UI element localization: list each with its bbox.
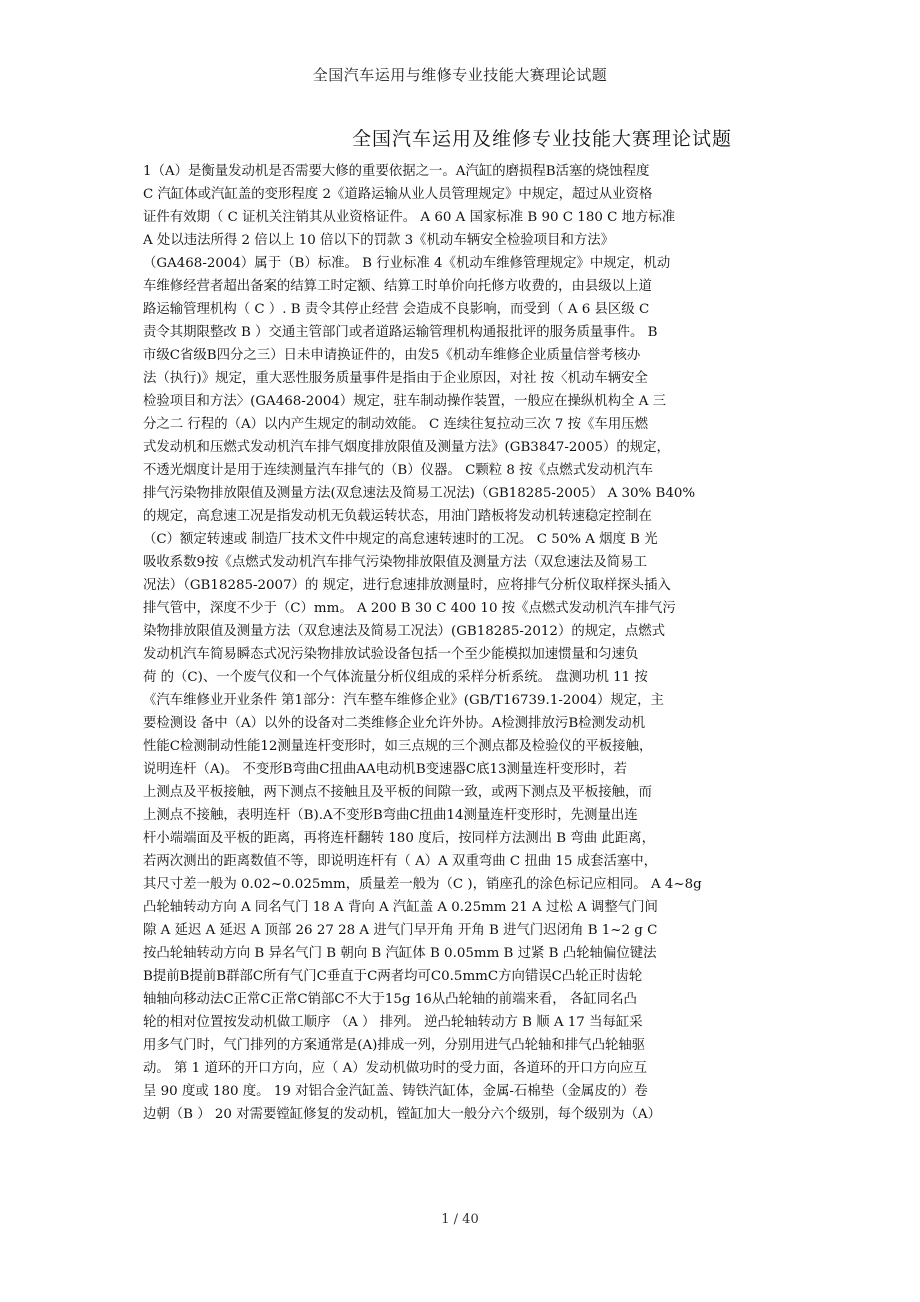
body-line: 边朝（B ） 20 对需要镗缸修复的发动机，镗缸加大一般分六个级别，每个级别为（A）: [143, 1107, 661, 1122]
body-line: 说明连杆（A)。 不变形B弯曲C扭曲AA电动机B变速器C底13测量连杆变形时，若: [143, 762, 628, 777]
body-line: 况法）（GB18285-2007）的 规定，进行怠速排放测量时，应将排气分析仪取样探头插入: [143, 578, 671, 593]
body-line: 吸收系数9按《点燃式发动机汽车排气污染物排放限值及测量方法（双怠速法及简易工: [143, 555, 647, 570]
body-line: 呈 90 度或 180 度。 19 对铝合金汽缸盖、铸铁汽缸体，金属-石棉垫（金属皮的）卷: [143, 1084, 648, 1099]
body-line: 路运输管理机构（ C ）. B 责令其停止经营 会造成不良影响，而受到（ A 6 县区级 C: [143, 302, 650, 317]
body-line: 其尺寸差一般为 0.02~0.025mm，质量差一般为（C )，销座孔的涂色标记应相同。 A 4~8g: [143, 877, 702, 892]
body-line: （GA468-2004）属于（B）标准。 B 行业标准 4《机动车维修管理规定》中规定，机动: [143, 256, 671, 271]
body-line: C 汽缸体或汽缸盖的变形程度 2《道路运输从业人员管理规定》中规定，超过从业资格: [143, 187, 653, 202]
body-line: 排气污染物排放限值及测量方法(双怠速法及简易工况法)（GB18285-2005） A 30% B40%: [143, 486, 696, 501]
body-line: 排气管中，深度不少于（C）mm。 A 200 B 30 C 400 10 按《点燃式发动机汽车排气污: [143, 601, 676, 616]
body-line: B提前B提前B群部C所有气门C垂直于C两者均可C0.5mmC方向错误C凸轮正时齿轮: [143, 969, 643, 984]
body-line: 的规定，高怠速工况是指发动机无负载运转状态，用油门踏板将发动机转速稳定控制在: [143, 509, 652, 524]
body-line: 按凸轮轴转动方向 B 异名气门 B 朝向 B 汽缸体 B 0.05mm B 过紧 B 凸轮轴偏位键法: [143, 946, 657, 961]
body-line: 责令其期限整改 B ）交通主管部门或者道路运输管理机构通报批评的服务质量事件。 B: [143, 325, 658, 340]
body-line: 车维修经营者超出备案的结算工时定额、结算工时单价向托修方收费的，由县级以上道: [143, 279, 652, 294]
body-line: 市级C省级B四分之三）日未申请换证件的，由发5《机动车维修企业质量信誉考核办: [143, 348, 641, 363]
body-line: 1（A）是衡量发动机是否需要大修的重要依据之一。A汽缸的磨损程B活塞的烧蚀程度: [143, 164, 650, 179]
body-line: 法（执行)》规定，重大恶性服务质量事件是指由于企业原因，对社 按〈机动车辆安全: [143, 371, 648, 386]
body-line: 式发动机和压燃式发动机汽车排气烟度排放限值及测量方法》(GB3847-2005）的规定，: [143, 440, 670, 455]
body-line: A 处以违法所得 2 倍以上 10 倍以下的罚款 3《机动车辆安全检验项目和方法》: [143, 233, 615, 248]
body-line: 轴轴向移动法C正常C正常C销部C不大于15g 16从凸轮轴的前端来看， 各缸同名凸: [143, 992, 637, 1007]
document-title: 全国汽车运用及维修专业技能大赛理论试题: [352, 128, 733, 150]
body-line: 上测点不接触，表明连杆（B).A不变形B弯曲C扭曲14测量连杆变形时，先测量出连: [143, 808, 638, 823]
body-line: 染物排放限值及测量方法（双怠速法及简易工况法）(GB18285-2012）的规定，点燃式: [143, 624, 666, 639]
body-line: 用多气门时，气门排列的方案通常是(A)排成一列，分别用进气凸轮轴和排气凸轮轴驱: [143, 1038, 646, 1053]
body-line: 检验项目和方法〉(GA468-2004）规定，驻车制动操作装置，一般应在操纵机构全 A 三: [143, 394, 667, 409]
body-line: 证件有效期（ C 证机关注销其从业资格证件。 A 60 A 国家标准 B 90 C 180 C 地方标准: [143, 210, 676, 225]
body-line: 隙 A 延迟 A 延迟 A 顶部 26 27 28 A 进气门早开角 开角 B 进气门迟闭角 B 1~2 g C: [143, 923, 658, 938]
body-line: 性能C检测制动性能12测量连杆变形时，如三点规的三个测点都及检验仪的平板接触，: [143, 739, 653, 754]
body-line: 轮的相对位置按发动机做工顺序 （A ） 排列。 逆凸轮轴转动方 B 顺 A 17 当每缸采: [143, 1015, 643, 1030]
body-line: 凸轮轴转动方向 A 同名气门 18 A 背向 A 汽缸盖 A 0.25mm 21 A 过松 A 调整气门间: [143, 900, 658, 915]
body-line: 《汽车维修业开业条件 第1部分：汽车整车维修企业》(GB/T16739.1-2004）规定，主: [143, 693, 664, 708]
document-body: [143, 160, 793, 1126]
body-line: 不透光烟度计是用于连续测量汽车排气的（B）仪器。 C颗粒 8 按《点燃式发动机汽车: [143, 463, 654, 478]
page-number: 1 / 40: [441, 1212, 479, 1227]
body-line: 上测点及平板接触，两下测点不接触且及平板的间隙一致，或两下测点及平板接触，而: [143, 785, 652, 800]
running-header: 全国汽车运用与维修专业技能大赛理论试题: [312, 66, 608, 84]
body-line: （C）额定转速或 制造厂技术文件中规定的高怠速转速时的工况。 C 50% A 烟度 B 光: [143, 532, 658, 547]
body-line: 要检测设 备中（A）以外的设备对二类维修企业允许外协。A检测排放污B检测发动机: [143, 716, 646, 731]
body-line: 动。 第 1 道环的开口方向，应（ A）发动机做功时的受力面，各道环的开口方向应互: [143, 1061, 647, 1076]
body-line: 若两次测出的距离数值不等，即说明连杆有（ A）A 双重弯曲 C 扭曲 15 成套活塞中，: [143, 854, 658, 869]
body-line: 发动机汽车简易瞬态式况污染物排放试验设备包括一个至少能模拟加速惯量和匀速负: [143, 647, 639, 662]
body-line: 分之二 行程的（A）以内产生规定的制动效能。 C 连续往复拉动三次 7 按《车用压燃: [143, 417, 648, 432]
body-line: 荷 的（C)、一个废气仪和一个气体流量分析仪组成的采样分析系统。 盘测功机 11 按: [143, 670, 648, 685]
body-line: 杆小端端面及平板的距离，再将连杆翻转 180 度后，按同样方法测出 B 弯曲 此距离，: [143, 831, 655, 846]
